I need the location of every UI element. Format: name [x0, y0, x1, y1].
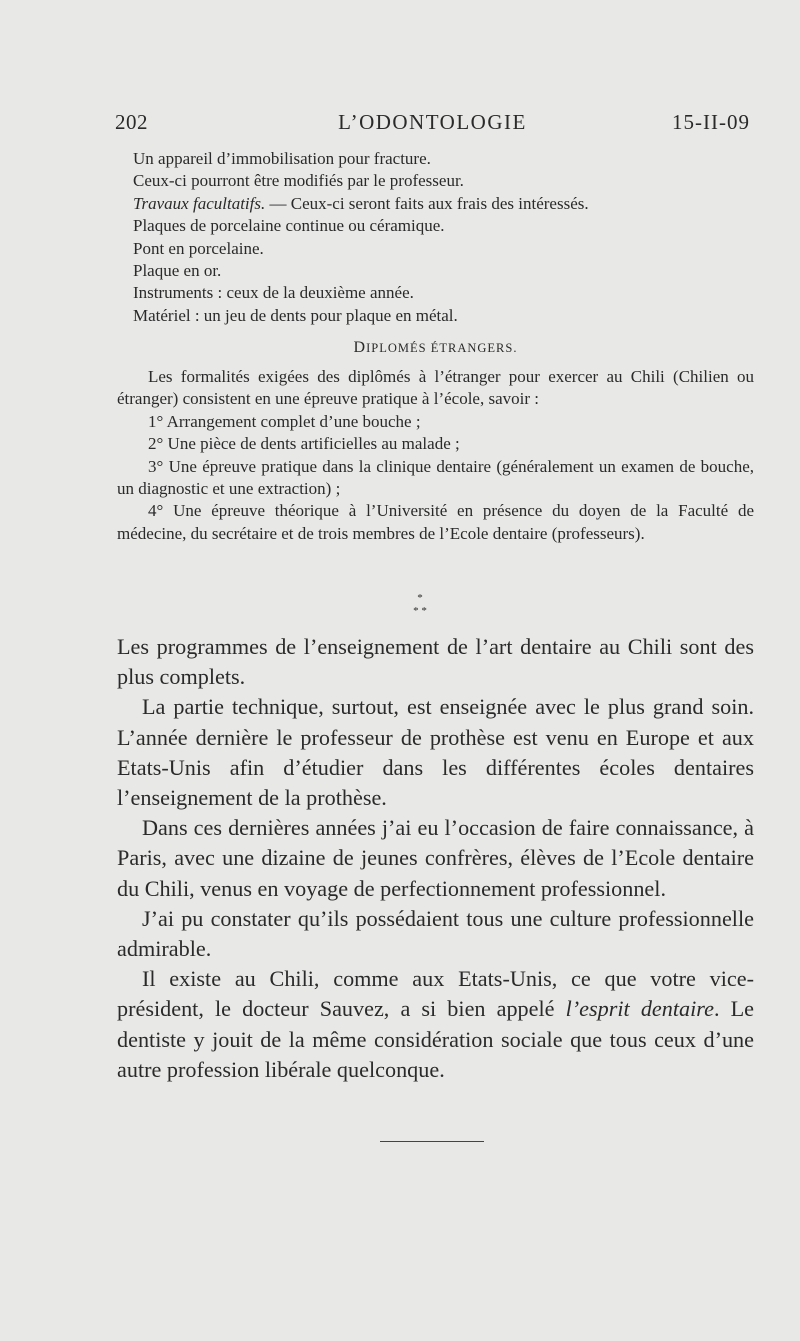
asterism-separator	[400, 592, 440, 618]
requirement-item: 2° Une pièce de dents artificielles au malade ;	[148, 434, 460, 454]
page-number: 202	[115, 110, 148, 134]
list-item: Un appareil d’immobilisation pour fracture.	[133, 149, 431, 168]
body-paragraph: Dans ces dernières années j’ai eu l’occasion de faire connaissance, à Paris, avec une dizaine de jeunes confrères, élèves de l’Ecole dentaire du Chili, venus en voyage de perfectionnement professionnel.	[117, 815, 754, 901]
list-item	[117, 193, 754, 215]
practical-works-list	[117, 148, 754, 327]
closing-rule	[380, 1141, 484, 1142]
travaux-text: — Ceux-ci seront faits aux frais des intéressés.	[265, 193, 589, 213]
main-text	[117, 632, 754, 1085]
body-paragraph	[117, 964, 754, 1085]
body-paragraph: La partie technique, surtout, est enseignée avec le plus grand soin. L’année dernière le professeur de prothèse est venu en Europe et aux Etats-Unis afin d’étudier dans les différentes écoles dentaires l’enseignement de la prothèse.	[117, 694, 754, 811]
requirement-item: 1° Arrangement complet d’une bouche ;	[148, 411, 421, 431]
section-heading	[117, 339, 754, 357]
body-paragraph: Les programmes de l’enseignement de l’art dentaire au Chili sont des plus complets.	[117, 634, 754, 690]
list-item: Matériel : un jeu de dents pour plaque en métal.	[133, 305, 458, 325]
asterism-top: *	[417, 592, 423, 604]
running-header	[115, 110, 750, 140]
list-item: Ceux-ci pourront être modifiés par le professeur.	[133, 171, 464, 191]
foreign-diploma-section	[117, 366, 754, 545]
last-paragraph-end: . Le dentiste y jouit de la même considération sociale que tous ceux d’une autre profession libérale quelconque.	[117, 996, 755, 1082]
list-item: Instruments : ceux de la deuxième année.	[133, 283, 414, 303]
list-item: Plaques de porcelaine continue ou céramique.	[133, 216, 445, 236]
requirement-item: 3° Une épreuve pratique dans la clinique dentaire (généralement un examen de bouche, un diagnostic et une extraction) ;	[117, 456, 754, 499]
requirement-item: 4° Une épreuve théorique à l’Université en présence du doyen de la Faculté de médecine, du secrétaire et de trois membres de l’Ecole dentaire (professeurs).	[117, 501, 754, 543]
asterism-bottom: * *	[413, 605, 427, 617]
last-paragraph-start: Il existe au Chili, comme aux Etats-Unis, ce que votre vice-président, le docteur Sauvez, a si bien appelé	[117, 966, 754, 1022]
issue-date: 15-II-09	[672, 110, 750, 134]
list-item: Pont en porcelaine.	[133, 238, 264, 258]
foreign-intro-paragraph: Les formalités exigées des diplômés à l’étranger pour exercer au Chili (Chilien ou étranger) consistent en une épreuve pratique à l’école, savoir :	[117, 367, 754, 409]
body-paragraph: J’ai pu constater qu’ils possédaient tous une culture professionnelle admirable.	[117, 905, 754, 962]
list-item: Plaque en or.	[133, 261, 222, 281]
section-heading-rest: IPLOMÉS ÉTRANGERS.	[366, 341, 518, 355]
section-heading-initial: D	[353, 339, 367, 356]
italic-phrase: l’esprit dentaire	[565, 996, 714, 1022]
travaux-label: Travaux facultatifs.	[133, 193, 266, 213]
journal-title: L’ODONTOLOGIE	[338, 110, 527, 134]
